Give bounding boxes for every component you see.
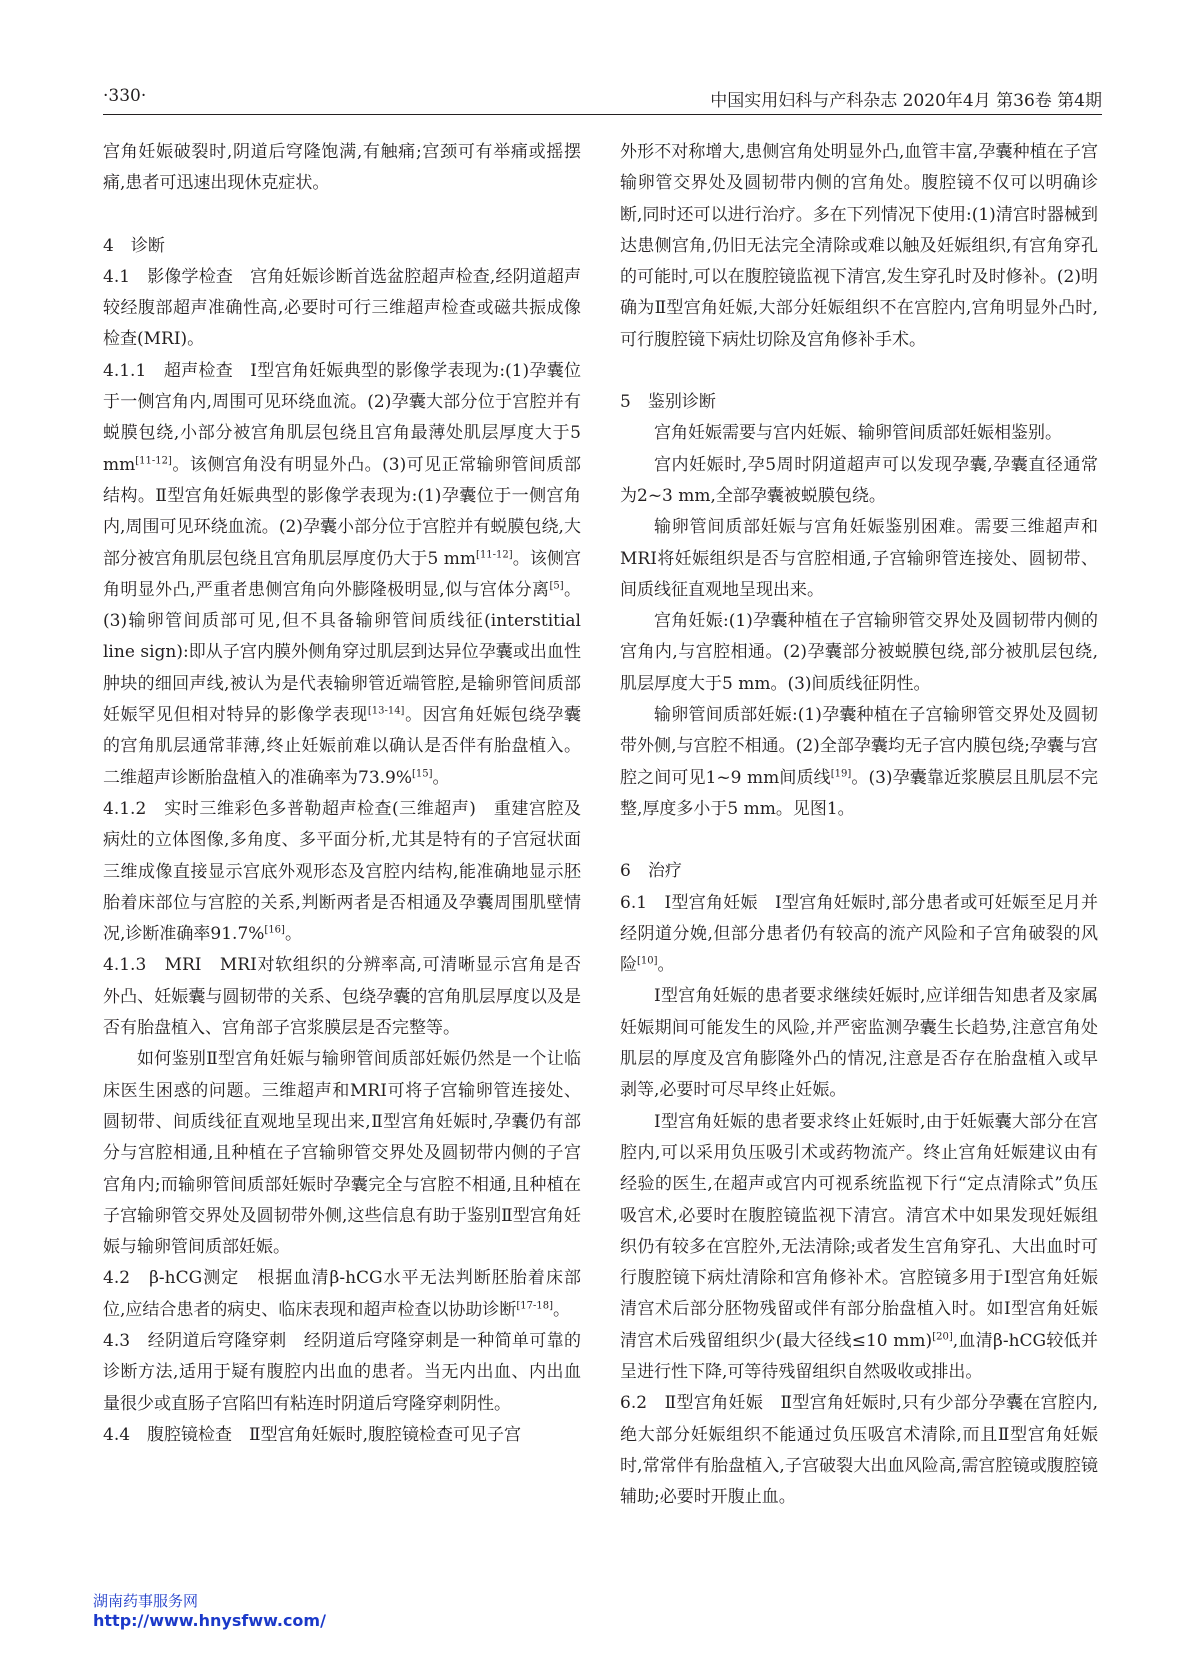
paragraph: 宫角妊娠需要与宫内妊娠、输卵管间质部妊娠相鉴别。 — [654, 423, 1062, 444]
paragraph: 4.1.2 实时三维彩色多普勒超声检查(三维超声) 重建宫腔及病灶的立体图像,多角度、多平面分析,尤其是特有的子宫冠状面三维成像直接显示宫底外观形态及宫腔内结构,能准确地显示胚胎着床部位与宫腔的关系,判断两者是否相通及孕囊周围肌壁情况,诊断准确率91.7%[16]。 — [103, 798, 581, 945]
paragraph: 4.1 影像学检查 宫角妊娠诊断首选盆腔超声检查,经阴道超声较经腹部超声准确性高,必要时可行三维超声检查或磁共振成像检查(MRI)。 — [103, 266, 581, 350]
paragraph: 6.2 Ⅱ型宫角妊娠 Ⅱ型宫角妊娠时,只有少部分孕囊在宫腔内,绝大部分妊娠组织不能通过负压吸宫术清除,而且Ⅱ型宫角妊娠时,常常伴有胎盘植入,子宫破裂大出血风险高,需宫腔镜或腹腔镜辅助;必要时开腹止血。 — [620, 1393, 1098, 1508]
paragraph: 4.1.1 超声检查 Ⅰ型宫角妊娠典型的影像学表现为:(1)孕囊位于一侧宫角内,周围可见环绕血流。(2)孕囊大部分位于宫腔并有蜕膜包绕,小部分被宫角肌层包绕且宫角最薄处肌层厚度大于5 mm[11-12]。该侧宫角没有明显外凸。(3)可见正常输卵管间质部结构。Ⅱ型宫角妊娠典型的影像学表现为:(1)孕囊位于一侧宫角内,周围可见环绕血流。(2)孕囊小部分位于宫腔并有蜕膜包绕,大部分被宫角肌层包绕且宫角肌层厚度仍大于5 mm[11-12]。该侧宫角明显外凸,严重者患侧宫角向外膨隆极明显,似与宫体分离[5]。(3)输卵管间质部可见,但不具备输卵管间质线征(interstitial line sign):即从子宫内膜外侧角穿过肌层到达异位孕囊或出血性肿块的细回声线,被认为是代表输卵管近端管腔,是输卵管间质部妊娠罕见但相对特异的影像学表现[13-14]。因宫角妊娠包绕孕囊的宫角肌层通常菲薄,终止妊娠前难以确认是否伴有胎盘植入。二维超声诊断胎盘植入的准确率为73.9%[15]。 — [103, 360, 582, 788]
paragraph: 6.1 Ⅰ型宫角妊娠 Ⅰ型宫角妊娠时,部分患者或可妊娠至足月并经阴道分娩,但部分患者仍有较高的流产风险和子宫角破裂的风险[10]。 — [620, 892, 1098, 976]
citation: [16] — [264, 924, 285, 936]
site-url[interactable]: http://www.hnysfww.com/ — [93, 1611, 326, 1630]
paragraph: 4.4 腹腔镜检查 Ⅱ型宫角妊娠时,腹腔镜检查可见子宫 — [103, 1424, 521, 1445]
paragraph: 宫角妊娠:(1)孕囊种植在子宫输卵管交界处及圆韧带内侧的宫角内,与宫腔相通。(2)孕囊部分被蜕膜包绕,部分被肌层包绕,肌层厚度大于5 mm。(3)间质线征阴性。 — [620, 611, 1098, 694]
paragraph: 输卵管间质部妊娠与宫角妊娠鉴别困难。需要三维超声和MRI将妊娠组织是否与宫腔相通,子宫输卵管连接处、圆韧带、间质线征直观地呈现出来。 — [620, 517, 1098, 600]
site-name: 湖南药事服务网 — [93, 1592, 199, 1610]
paragraph: 4.1.3 MRI MRI对软组织的分辨率高,可清晰显示宫角是否外凸、妊娠囊与圆韧带的关系、包绕孕囊的宫角肌层厚度以及是否有胎盘植入、宫角部子宫浆膜层是否完整等。 — [103, 955, 581, 1039]
journal-name: 中国实用妇科与产科杂志 2020年4月 第36卷 第4期 — [710, 91, 1102, 111]
citation: [20] — [932, 1331, 953, 1343]
paragraph: Ⅰ型宫角妊娠的患者要求终止妊娠时,由于妊娠囊大部分在宫腔内,可以采用负压吸引术或药物流产。终止宫角妊娠建议由有经验的医生,在超声或宫内可视系统监视下行“定点清除式”负压吸宫术,必要时在腹腔镜监视下清宫。清宫术中如果发现妊娠组织仍有较多在宫腔外,无法清除;或者发生宫角穿孔、大出血时可行腹腔镜下病灶清除和宫角修补术。宫腔镜多用于Ⅰ型宫角妊娠清宫术后部分胚物残留或伴有部分胎盘植入时。如Ⅰ型宫角妊娠清宫术后残留组织少(最大径线≤10 mm)[20],血清β-hCG较低并呈进行性下降,可等待残留组织自然吸收或排出。 — [620, 1111, 1098, 1382]
citation: [11-12] — [135, 455, 172, 467]
section-heading: 6 治疗 — [620, 861, 682, 882]
paragraph: 宫内妊娠时,孕5周时阴道超声可以发现孕囊,孕囊直径通常为2~3 mm,全部孕囊被蜕膜包绕。 — [620, 454, 1098, 506]
citation: [13-14] — [367, 705, 405, 717]
running-header — [103, 84, 1102, 115]
watermark-footer — [93, 1591, 326, 1631]
section-heading: 4 诊断 — [103, 235, 165, 256]
paragraph: 4.3 经阴道后穹隆穿刺 经阴道后穹隆穿刺是一种简单可靠的诊断方法,适用于疑有腹腔内出血的患者。当无内出血、内出血量很少或直肠子宫陷凹有粘连时阴道后穹隆穿刺阴性。 — [103, 1330, 581, 1414]
paragraph: 4.2 β-hCG测定 根据血清β-hCG水平无法判断胚胎着床部位,应结合患者的病史、临床表现和超声检查以协助诊断[17-18]。 — [103, 1268, 581, 1320]
paragraph: 如何鉴别Ⅱ型宫角妊娠与输卵管间质部妊娠仍然是一个让临床医生困惑的问题。三维超声和MRI可将子宫输卵管连接处、圆韧带、间质线征直观地呈现出来,Ⅱ型宫角妊娠时,孕囊仍有部分与宫腔相通,且种植在子宫输卵管交界处及圆韧带内侧的子宫宫角内;而输卵管间质部妊娠时孕囊完全与宫腔不相通,且种植在子宫输卵管交界处及圆韧带外侧,这些信息有助于鉴别Ⅱ型宫角妊娠与输卵管间质部妊娠。 — [103, 1049, 581, 1258]
paragraph: 外形不对称增大,患侧宫角处明显外凸,血管丰富,孕囊种植在子宫输卵管交界处及圆韧带内侧的宫角处。腹腔镜不仅可以明确诊断,同时还可以进行治疗。多在下列情况下使用:(1)清宫时器械到达患侧宫角,仍旧无法完全清除或难以触及妊娠组织,有宫角穿孔的可能时,可以在腹腔镜监视下清宫,发生穿孔时及时修补。(2)明确为Ⅱ型宫角妊娠,大部分妊娠组织不在宫腔内,宫角明显外凸时,可行腹腔镜下病灶切除及宫角修补手术。 — [620, 142, 1098, 350]
section-heading: 5 鉴别诊断 — [620, 392, 716, 413]
paragraph: Ⅰ型宫角妊娠的患者要求继续妊娠时,应详细告知患者及家属妊娠期间可能发生的风险,并严密监测孕囊生长趋势,注意宫角处肌层的厚度及宫角膨隆外凸的情况,注意是否存在胎盘植入或早剥等,必要时可尽早终止妊娠。 — [620, 986, 1098, 1101]
paragraph: 宫角妊娠破裂时,阴道后穹隆饱满,有触痛;宫颈可有举痛或摇摆痛,患者可迅速出现休克症状。 — [103, 142, 581, 194]
citation: [19] — [830, 767, 852, 779]
page-number: ·330· — [103, 86, 147, 106]
paragraph: 输卵管间质部妊娠:(1)孕囊种植在子宫输卵管交界处及圆韧带外侧,与宫腔不相通。(2)全部孕囊均无子宫内膜包绕;孕囊与宫腔之间可见1~9 mm间质线[19]。(3)孕囊靠近浆膜层且肌层不完整,厚度多小于5 mm。见图1。 — [620, 705, 1098, 819]
citation: [5] — [549, 580, 564, 592]
citation: [15] — [412, 767, 433, 779]
left-column — [103, 137, 581, 1451]
citation: [17-18] — [516, 1300, 554, 1312]
citation: [10] — [637, 955, 658, 967]
right-column — [620, 137, 1098, 1513]
citation: [11-12] — [476, 548, 513, 560]
